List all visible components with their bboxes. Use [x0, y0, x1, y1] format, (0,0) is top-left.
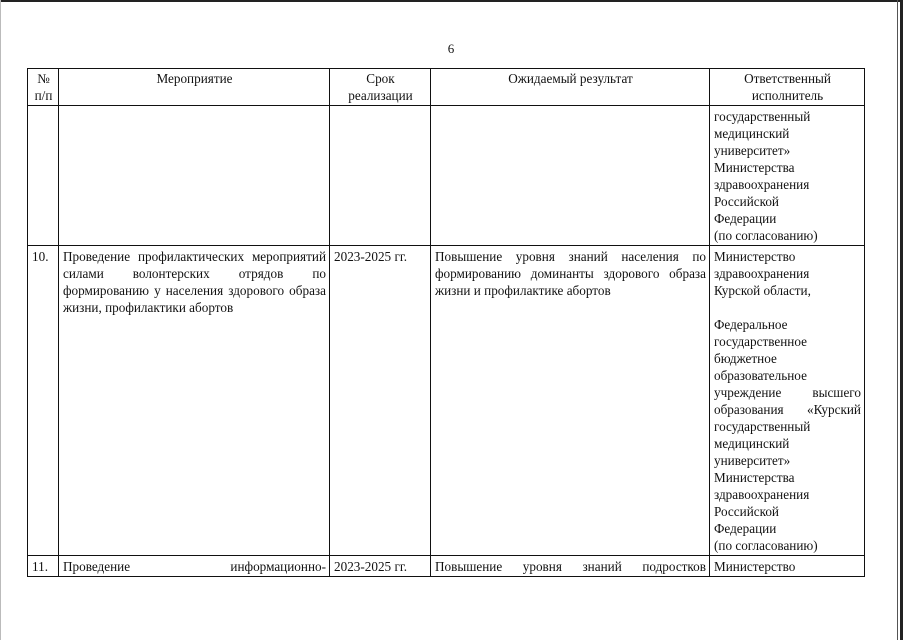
executor-line: университет»: [714, 453, 791, 468]
executor-line: Федерации: [714, 521, 777, 536]
executor-line: Российской: [714, 504, 779, 519]
executor-gap: [714, 299, 861, 316]
scan-border-left: [0, 0, 1, 640]
cell-num: 11.: [28, 556, 59, 577]
cell-executor: Министерство: [710, 556, 865, 577]
executor-line: государственный: [714, 109, 811, 124]
executor-line: образования «Курский: [714, 402, 861, 417]
executor-line: медицинский: [714, 436, 790, 451]
cell-result: Повышение уровня знаний населения по формированию доминанты здорового образа жизни и профилактике абортов: [431, 246, 710, 556]
header-result-label: Ожидаемый результат: [508, 71, 633, 86]
header-event-label: Мероприятие: [156, 71, 233, 86]
executor-line: Федеральное: [714, 317, 788, 332]
cell-term: 2023-2025 гг.: [330, 556, 431, 577]
activities-table: [27, 68, 865, 577]
executor-line: образовательное: [714, 368, 807, 383]
executor-line: здравоохранения: [714, 177, 810, 192]
cell-result: [431, 106, 710, 246]
cell-result: Повышение уровня знаний подростков: [431, 556, 710, 577]
header-num: [28, 69, 59, 106]
executor-line: бюджетное: [714, 351, 777, 366]
cell-event: Проведение информационно-: [59, 556, 330, 577]
header-term-label: Срок реализации: [348, 71, 413, 103]
executor-line: Министерство: [714, 249, 796, 264]
cell-executor: [710, 106, 865, 246]
page-number: 6: [447, 41, 455, 56]
executor-line: государственное: [714, 334, 807, 349]
scan-border-top: [0, 0, 903, 2]
executor-line: Российской: [714, 194, 779, 209]
header-executor: [710, 69, 865, 106]
header-result: [431, 69, 710, 106]
executor-line: (по согласованию): [714, 538, 818, 553]
executor-line: Министерства: [714, 160, 795, 175]
cell-term: 2023-2025 гг.: [330, 246, 431, 556]
executor-line: государственный: [714, 419, 811, 434]
cell-executor: [710, 246, 865, 556]
executor-line: (по согласованию): [714, 228, 818, 243]
executor-line: Федерации: [714, 211, 777, 226]
header-num-label: № п/п: [34, 71, 53, 103]
executor-line: здравоохранения: [714, 266, 810, 281]
executor-line: учреждение высшего: [714, 385, 861, 400]
table-row-11: [28, 556, 865, 577]
executor-line: медицинский: [714, 126, 790, 141]
cell-num: [28, 106, 59, 246]
table-row-continued: [28, 106, 865, 246]
header-executor-label: Ответственный исполнитель: [744, 71, 831, 103]
table-row-10: [28, 246, 865, 556]
cell-event: [59, 106, 330, 246]
scan-border-right-inner: [897, 0, 898, 640]
executor-line: университет»: [714, 143, 791, 158]
executor-line: Курской области,: [714, 283, 811, 298]
table-header-row: [28, 69, 865, 106]
cell-event: Проведение профилактических мероприятий силами волонтерских отрядов по формированию у населения здорового образа жизни, профилактики абортов: [59, 246, 330, 556]
executor-line: здравоохранения: [714, 487, 810, 502]
executor-line: Министерства: [714, 470, 795, 485]
header-term: [330, 69, 431, 106]
cell-term: [330, 106, 431, 246]
header-event: [59, 69, 330, 106]
cell-num: 10.: [28, 246, 59, 556]
